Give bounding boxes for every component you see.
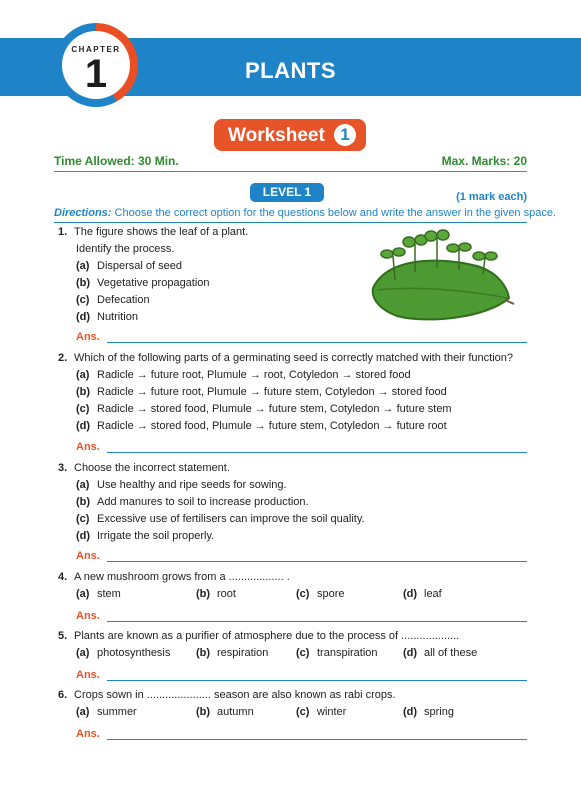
option: (c) transpiration [296, 647, 378, 659]
option: (c) winter [296, 706, 347, 718]
option: (b) respiration [196, 647, 269, 659]
answer-label: Ans. [76, 550, 100, 562]
option: (b) Radicle → future root, Plumule → future stem, Cotyledon → stored food [76, 386, 447, 398]
question: 6. Crops sown in ..................... season are also known as rabi crops. [58, 689, 396, 701]
question-text: The figure shows the leaf of a plant. [74, 226, 249, 238]
answer-line[interactable] [107, 342, 527, 343]
answer-line[interactable] [107, 680, 527, 681]
worksheet-label: Worksheet [228, 125, 325, 146]
option: (b) Vegetative propagation [76, 277, 210, 289]
answer-label: Ans. [76, 331, 100, 343]
option: (b) autumn [196, 706, 254, 718]
option: (b) Add manures to soil to increase production. [76, 496, 309, 508]
option: (d) Nutrition [76, 311, 138, 323]
option: (a) Dispersal of seed [76, 260, 182, 272]
marks-each: (1 mark each) [456, 191, 527, 203]
question-text: Identify the process. [76, 243, 175, 255]
option: (c) Defecation [76, 294, 150, 306]
question: 4. A new mushroom grows from a .................. . [58, 571, 290, 583]
leaf-image [367, 228, 515, 328]
chapter-number: 1 [84, 52, 108, 96]
option: (d) Irrigate the soil properly. [76, 530, 215, 542]
directions-label: Directions: [54, 207, 112, 219]
option: (a) stem [76, 588, 121, 600]
directions-text: Choose the correct option for the questions below and write the answer in the given space. [114, 207, 557, 219]
question: 5. Plants are known as a purifier of atmosphere due to the process of ................... [58, 630, 460, 642]
question-text: A new mushroom grows from a .................. . [74, 571, 290, 583]
max-marks: Max. Marks: 20 [441, 154, 527, 168]
answer-line[interactable] [107, 621, 527, 622]
question-text: Which of the following parts of a germinating seed is correctly matched with their function? [74, 352, 513, 364]
worksheet-badge [214, 119, 366, 151]
answer-label: Ans. [76, 728, 100, 740]
option: (d) leaf [403, 588, 442, 600]
option: (c) Excessive use of fertilisers can improve the soil quality. [76, 513, 365, 525]
chapter-label: CHAPTER [71, 45, 121, 54]
answer-line[interactable] [107, 452, 527, 453]
option: (d) all of these [403, 647, 478, 659]
divider [54, 222, 527, 223]
option: (a) summer [76, 706, 137, 718]
option: (b) root [196, 588, 236, 600]
option: (c) Radicle → stored food, Plumule → future stem, Cotyledon → future stem [76, 403, 452, 415]
answer-line[interactable] [107, 561, 527, 562]
option: (a) photosynthesis [76, 647, 171, 659]
option: (d) spring [403, 706, 454, 718]
level-badge: LEVEL 1 [250, 183, 324, 202]
time-allowed: Time Allowed: 30 Min. [54, 154, 179, 168]
question-text: Crops sown in ..................... season are also known as rabi crops. [74, 689, 396, 701]
answer-label: Ans. [76, 441, 100, 453]
directions [54, 207, 557, 219]
page-title: PLANTS [245, 58, 336, 83]
answer-line[interactable] [107, 739, 527, 740]
question-text: Choose the incorrect statement. [74, 462, 230, 474]
option: (c) spore [296, 588, 345, 600]
question: 3. Choose the incorrect statement. [58, 462, 230, 474]
answer-label: Ans. [76, 610, 100, 622]
option: (a) Use healthy and ripe seeds for sowing. [76, 479, 287, 491]
answer-label: Ans. [76, 669, 100, 681]
option: (d) Radicle → stored food, Plumule → future stem, Cotyledon → future root [76, 420, 447, 432]
question: 1. The figure shows the leaf of a plant. [58, 226, 249, 238]
option: (a) Radicle → future root, Plumule → root, Cotyledon → stored food [76, 369, 411, 381]
question: 2. Which of the following parts of a germinating seed is correctly matched with their function? [58, 352, 513, 364]
question-text: Plants are known as a purifier of atmosphere due to the process of ................... [74, 630, 460, 642]
worksheet-number: 1 [334, 124, 356, 146]
divider [54, 171, 527, 172]
